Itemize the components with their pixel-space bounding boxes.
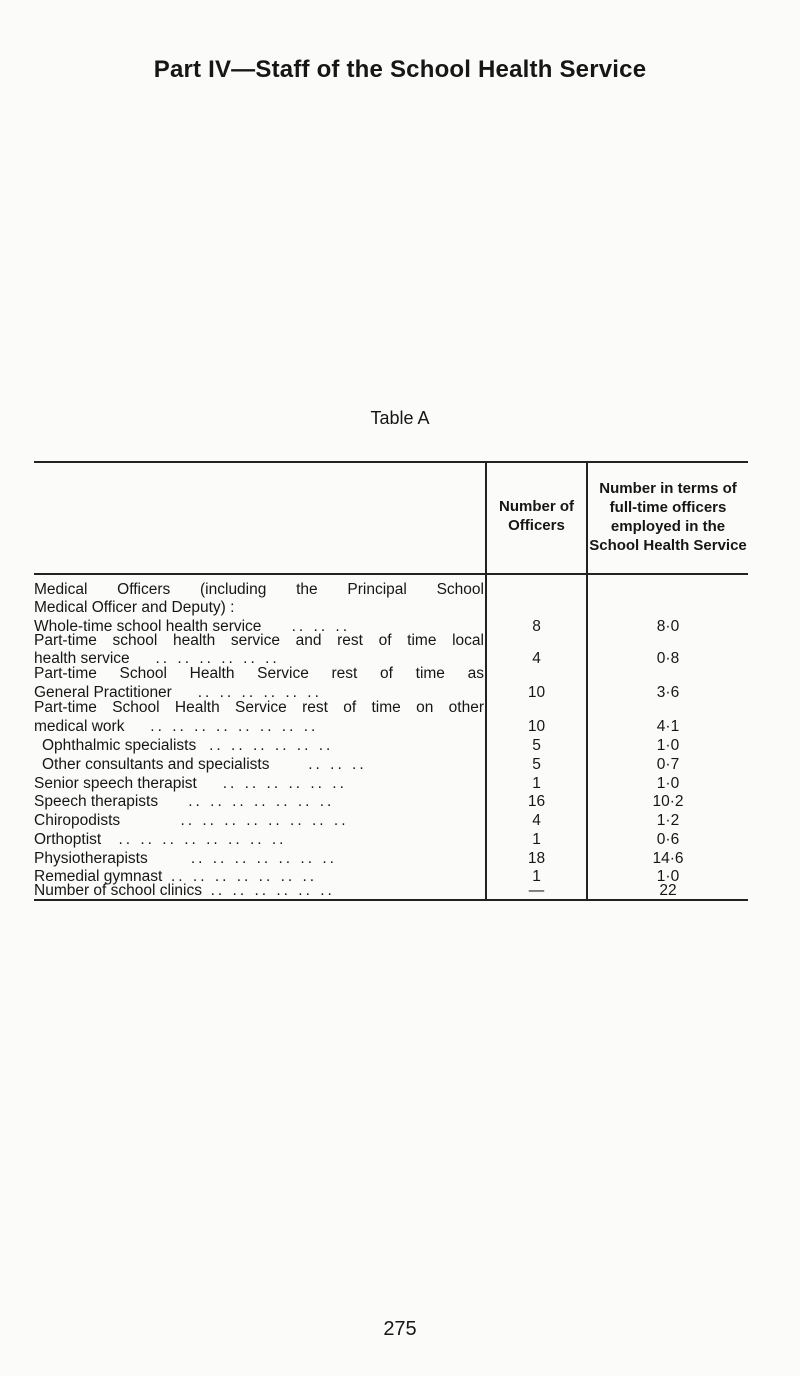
officers-count: 10 xyxy=(527,684,546,701)
fte-value: 8·0 xyxy=(656,618,680,635)
fte-value: 3·6 xyxy=(656,684,680,701)
row-label: Orthoptist .. .. .. .. .. .. .. .. xyxy=(34,831,287,848)
dot-leader: .. .. .. .. .. .. .. .. xyxy=(150,718,319,735)
row-label: Chiropodists .. .. .. .. .. .. .. .. xyxy=(34,812,349,829)
officers-count: 5 xyxy=(532,756,541,773)
officers-count: 8 xyxy=(532,618,541,635)
fte-value: 0·6 xyxy=(656,831,680,848)
group-heading-line2: Medical Officer and Deputy) : xyxy=(34,599,235,616)
header-full-time-equivalent: Number in terms of full-time officers employed in the School Health Service xyxy=(589,480,747,554)
row-label: Senior speech therapist .. .. .. .. .. .. xyxy=(34,775,347,792)
officers-count: 16 xyxy=(527,793,546,810)
row-label: Remedial gymnast .. .. .. .. .. .. .. xyxy=(34,868,318,885)
officers-count: 1 xyxy=(532,775,541,792)
officers-count: 18 xyxy=(527,850,546,867)
officers-count: 1 xyxy=(532,831,541,848)
row-label: Part-time School Health Service rest of time on other xyxy=(34,699,484,716)
row-label: General Practitioner .. .. .. .. .. .. xyxy=(34,684,322,701)
officers-count: 5 xyxy=(532,737,541,754)
dot-leader: .. .. .. .. .. .. xyxy=(209,737,334,754)
row-label: medical work .. .. .. .. .. .. .. .. xyxy=(34,718,319,735)
fte-value: 0·8 xyxy=(656,650,680,667)
officers-count: 1 xyxy=(532,868,541,885)
page-title: Part IV—Staff of the School Health Service xyxy=(153,56,647,83)
fte-value: 0·7 xyxy=(656,756,680,773)
officers-count: 4 xyxy=(532,812,541,829)
header-number-of-officers: Number of Officers xyxy=(499,498,574,534)
row-label: Part-time School Health Service rest of time as xyxy=(34,665,484,682)
row-label: Other consultants and specialists .. .. .. xyxy=(42,756,367,773)
officers-count: 4 xyxy=(532,650,541,667)
page-number: 275 xyxy=(383,1318,417,1340)
table-top-rule xyxy=(34,461,748,463)
dot-leader: .. .. .. .. .. .. .. xyxy=(190,850,337,867)
row-label: health service .. .. .. .. .. .. xyxy=(34,650,280,667)
fte-value: 1·0 xyxy=(656,737,680,754)
row-label: Ophthalmic specialists .. .. .. .. .. .. xyxy=(42,737,334,754)
group-heading-line1: Medical Officers (including the Principal School xyxy=(34,581,484,598)
fte-value: 1·2 xyxy=(656,812,680,829)
row-label: Part-time school health service and rest of time local xyxy=(34,632,484,649)
officers-count: 10 xyxy=(527,718,546,735)
dot-leader: .. .. .. .. .. .. xyxy=(222,775,347,792)
dot-leader: .. .. .. .. .. .. .. .. xyxy=(118,831,287,848)
fte-value: 1·0 xyxy=(656,775,680,792)
dot-leader: .. .. .. .. .. .. .. .. xyxy=(180,812,349,829)
dot-leader: .. .. .. xyxy=(291,618,351,635)
dot-leader: .. .. .. .. .. .. .. xyxy=(188,793,335,810)
fte-value: 10·2 xyxy=(652,793,684,810)
dot-leader: .. .. .. .. .. .. xyxy=(155,650,280,667)
row-label: Whole-time school health service .. .. .. xyxy=(34,618,351,635)
fte-value: 22 xyxy=(659,882,677,899)
table-header-rule xyxy=(34,573,748,575)
row-label: Number of school clinics .. .. .. .. .. .. xyxy=(34,882,335,899)
dot-leader: .. .. .. .. .. .. .. xyxy=(170,868,318,885)
dot-leader: .. .. .. .. .. .. xyxy=(210,882,335,899)
row-label: Physiotherapists .. .. .. .. .. .. .. xyxy=(34,850,337,867)
dot-leader: .. .. .. xyxy=(308,756,367,773)
dot-leader: .. .. .. .. .. .. xyxy=(197,684,322,701)
table-caption: Table A xyxy=(370,408,430,428)
fte-value: 1·0 xyxy=(656,868,680,885)
fte-value: 4·1 xyxy=(656,718,680,735)
officers-count: — xyxy=(528,882,545,899)
row-label: Speech therapists .. .. .. .. .. .. .. xyxy=(34,793,335,810)
fte-value: 14·6 xyxy=(652,850,684,867)
